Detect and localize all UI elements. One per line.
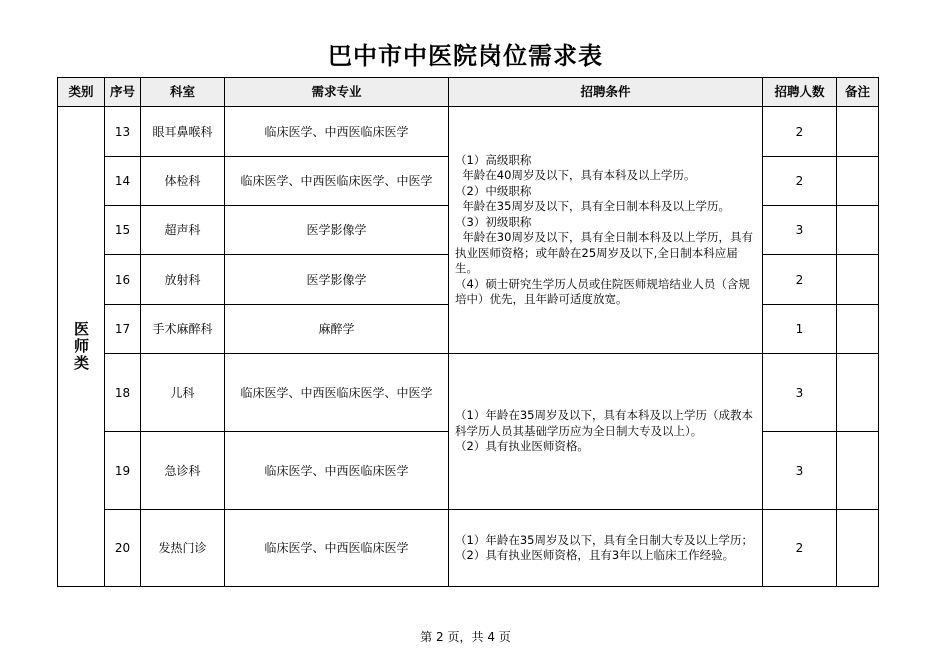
condition-line: （2）具有执业医师资格，且有3年以上临床工作经验。 [455, 548, 735, 562]
header-major [224, 77, 449, 107]
header-count-label: 招聘人数 [774, 84, 825, 99]
header-seq [104, 77, 141, 107]
count-cell [762, 254, 837, 305]
header-major-label: 需求专业 [311, 84, 362, 99]
remark-cell [836, 353, 879, 432]
count-value: 3 [795, 223, 804, 237]
dept-value: 儿科 [170, 385, 195, 400]
dept-cell [140, 509, 225, 587]
conditions-text [455, 408, 758, 455]
seq-cell [104, 304, 141, 354]
count-cell [762, 304, 837, 354]
count-cell [762, 156, 837, 206]
page-title: 巴中市中医院岗位需求表 [328, 42, 603, 70]
seq-value: 16 [114, 272, 131, 287]
conditions-text [455, 533, 758, 564]
header-dept-label: 科室 [169, 84, 195, 99]
page-footer: 第 2 页，共 4 页 [420, 630, 511, 644]
condition-line: （3）初级职称 [455, 214, 532, 229]
header-remark [836, 77, 879, 107]
header-count [762, 77, 837, 107]
major-value: 临床医学、中西医临床医学 [264, 541, 409, 555]
seq-cell [104, 353, 141, 432]
condition-line: （1）年龄在35周岁及以下，具有全日制大专及以上学历； [455, 532, 753, 547]
remark-cell [836, 509, 879, 587]
dept-value: 眼耳鼻喉科 [152, 124, 213, 139]
conditions-cell [448, 509, 763, 587]
dept-cell [140, 205, 225, 255]
dept-cell [140, 156, 225, 206]
count-value: 2 [795, 174, 804, 188]
count-cell [762, 353, 837, 432]
dept-cell [140, 304, 225, 354]
major-cell [224, 304, 449, 354]
condition-line: 年龄在40周岁及以下，具有本科及以上学历。 [455, 168, 696, 182]
remark-cell [836, 304, 879, 354]
count-cell [762, 509, 837, 587]
major-value: 临床医学、中西医临床医学、中医学 [240, 385, 433, 400]
count-value: 2 [795, 124, 804, 139]
seq-cell [104, 431, 141, 510]
count-cell [762, 106, 837, 157]
seq-value: 14 [114, 174, 131, 188]
category-label: 医师类 [72, 321, 90, 372]
remark-cell [836, 205, 879, 255]
dept-value: 急诊科 [164, 463, 201, 478]
major-value: 麻醉学 [318, 322, 355, 336]
condition-line: 年龄在35周岁及以下，具有全日制本科及以上学历。 [455, 199, 730, 213]
major-value: 临床医学、中西医临床医学 [264, 463, 409, 478]
remark-cell [836, 106, 879, 157]
major-cell [224, 106, 449, 157]
count-cell [762, 431, 837, 510]
seq-value: 17 [114, 322, 131, 336]
header-category-label: 类别 [68, 84, 94, 99]
seq-value: 20 [114, 541, 131, 555]
count-value: 2 [795, 272, 804, 287]
seq-value: 18 [114, 385, 131, 400]
major-value: 医学影像学 [306, 272, 367, 287]
major-cell [224, 509, 449, 587]
condition-line: （2）中级职称 [455, 183, 532, 198]
conditions-cell [448, 106, 763, 354]
dept-value: 手术麻醉科 [152, 322, 213, 336]
dept-value: 体检科 [164, 174, 201, 188]
major-value: 临床医学、中西医临床医学 [264, 124, 409, 139]
dept-cell [140, 254, 225, 305]
seq-cell [104, 509, 141, 587]
header-remark-label: 备注 [844, 84, 870, 99]
count-value: 2 [795, 541, 804, 555]
header-category [57, 77, 105, 107]
category-cell [57, 106, 105, 587]
remark-cell [836, 156, 879, 206]
condition-line: （1）高级职称 [455, 152, 532, 167]
major-value: 医学影像学 [306, 223, 367, 237]
dept-cell [140, 353, 225, 432]
major-cell [224, 156, 449, 206]
header-seq-label: 序号 [109, 84, 135, 99]
major-cell [224, 431, 449, 510]
condition-line: 年龄在30周岁及以下，具有全日制本科及以上学历，具有执业医师资格；或年龄在25周岁及以下,全日制本科应届生。 [455, 230, 753, 275]
seq-cell [104, 254, 141, 305]
header-conditions-label: 招聘条件 [580, 84, 631, 99]
header-conditions [448, 77, 763, 107]
dept-cell [140, 431, 225, 510]
dept-value: 放射科 [164, 272, 201, 287]
seq-cell [104, 205, 141, 255]
remark-cell [836, 254, 879, 305]
count-value: 3 [795, 463, 804, 478]
major-value: 临床医学、中西医临床医学、中医学 [240, 174, 433, 188]
condition-line: （2）具有执业医师资格。 [455, 439, 589, 454]
count-cell [762, 205, 837, 255]
conditions-text [455, 153, 758, 308]
dept-cell [140, 106, 225, 157]
count-value: 1 [795, 322, 804, 336]
dept-value: 超声科 [164, 223, 201, 237]
count-value: 3 [795, 385, 804, 400]
major-cell [224, 254, 449, 305]
remark-cell [836, 431, 879, 510]
major-cell [224, 205, 449, 255]
seq-value: 13 [114, 124, 131, 139]
conditions-cell [448, 353, 763, 510]
condition-line: （4）硕士研究生学历人员或住院医师规培结业人员（含规培中）优先，且年龄可适度放宽。 [455, 276, 750, 306]
major-cell [224, 353, 449, 432]
condition-line: （1）年龄在35周岁及以下，具有本科及以上学历（成教本科学历人员其基础学历应为全日制大专及以上）。 [455, 408, 753, 438]
header-dept [140, 77, 225, 107]
seq-cell [104, 156, 141, 206]
dept-value: 发热门诊 [158, 541, 207, 555]
seq-value: 15 [114, 223, 131, 237]
seq-value: 19 [114, 463, 131, 478]
seq-cell [104, 106, 141, 157]
